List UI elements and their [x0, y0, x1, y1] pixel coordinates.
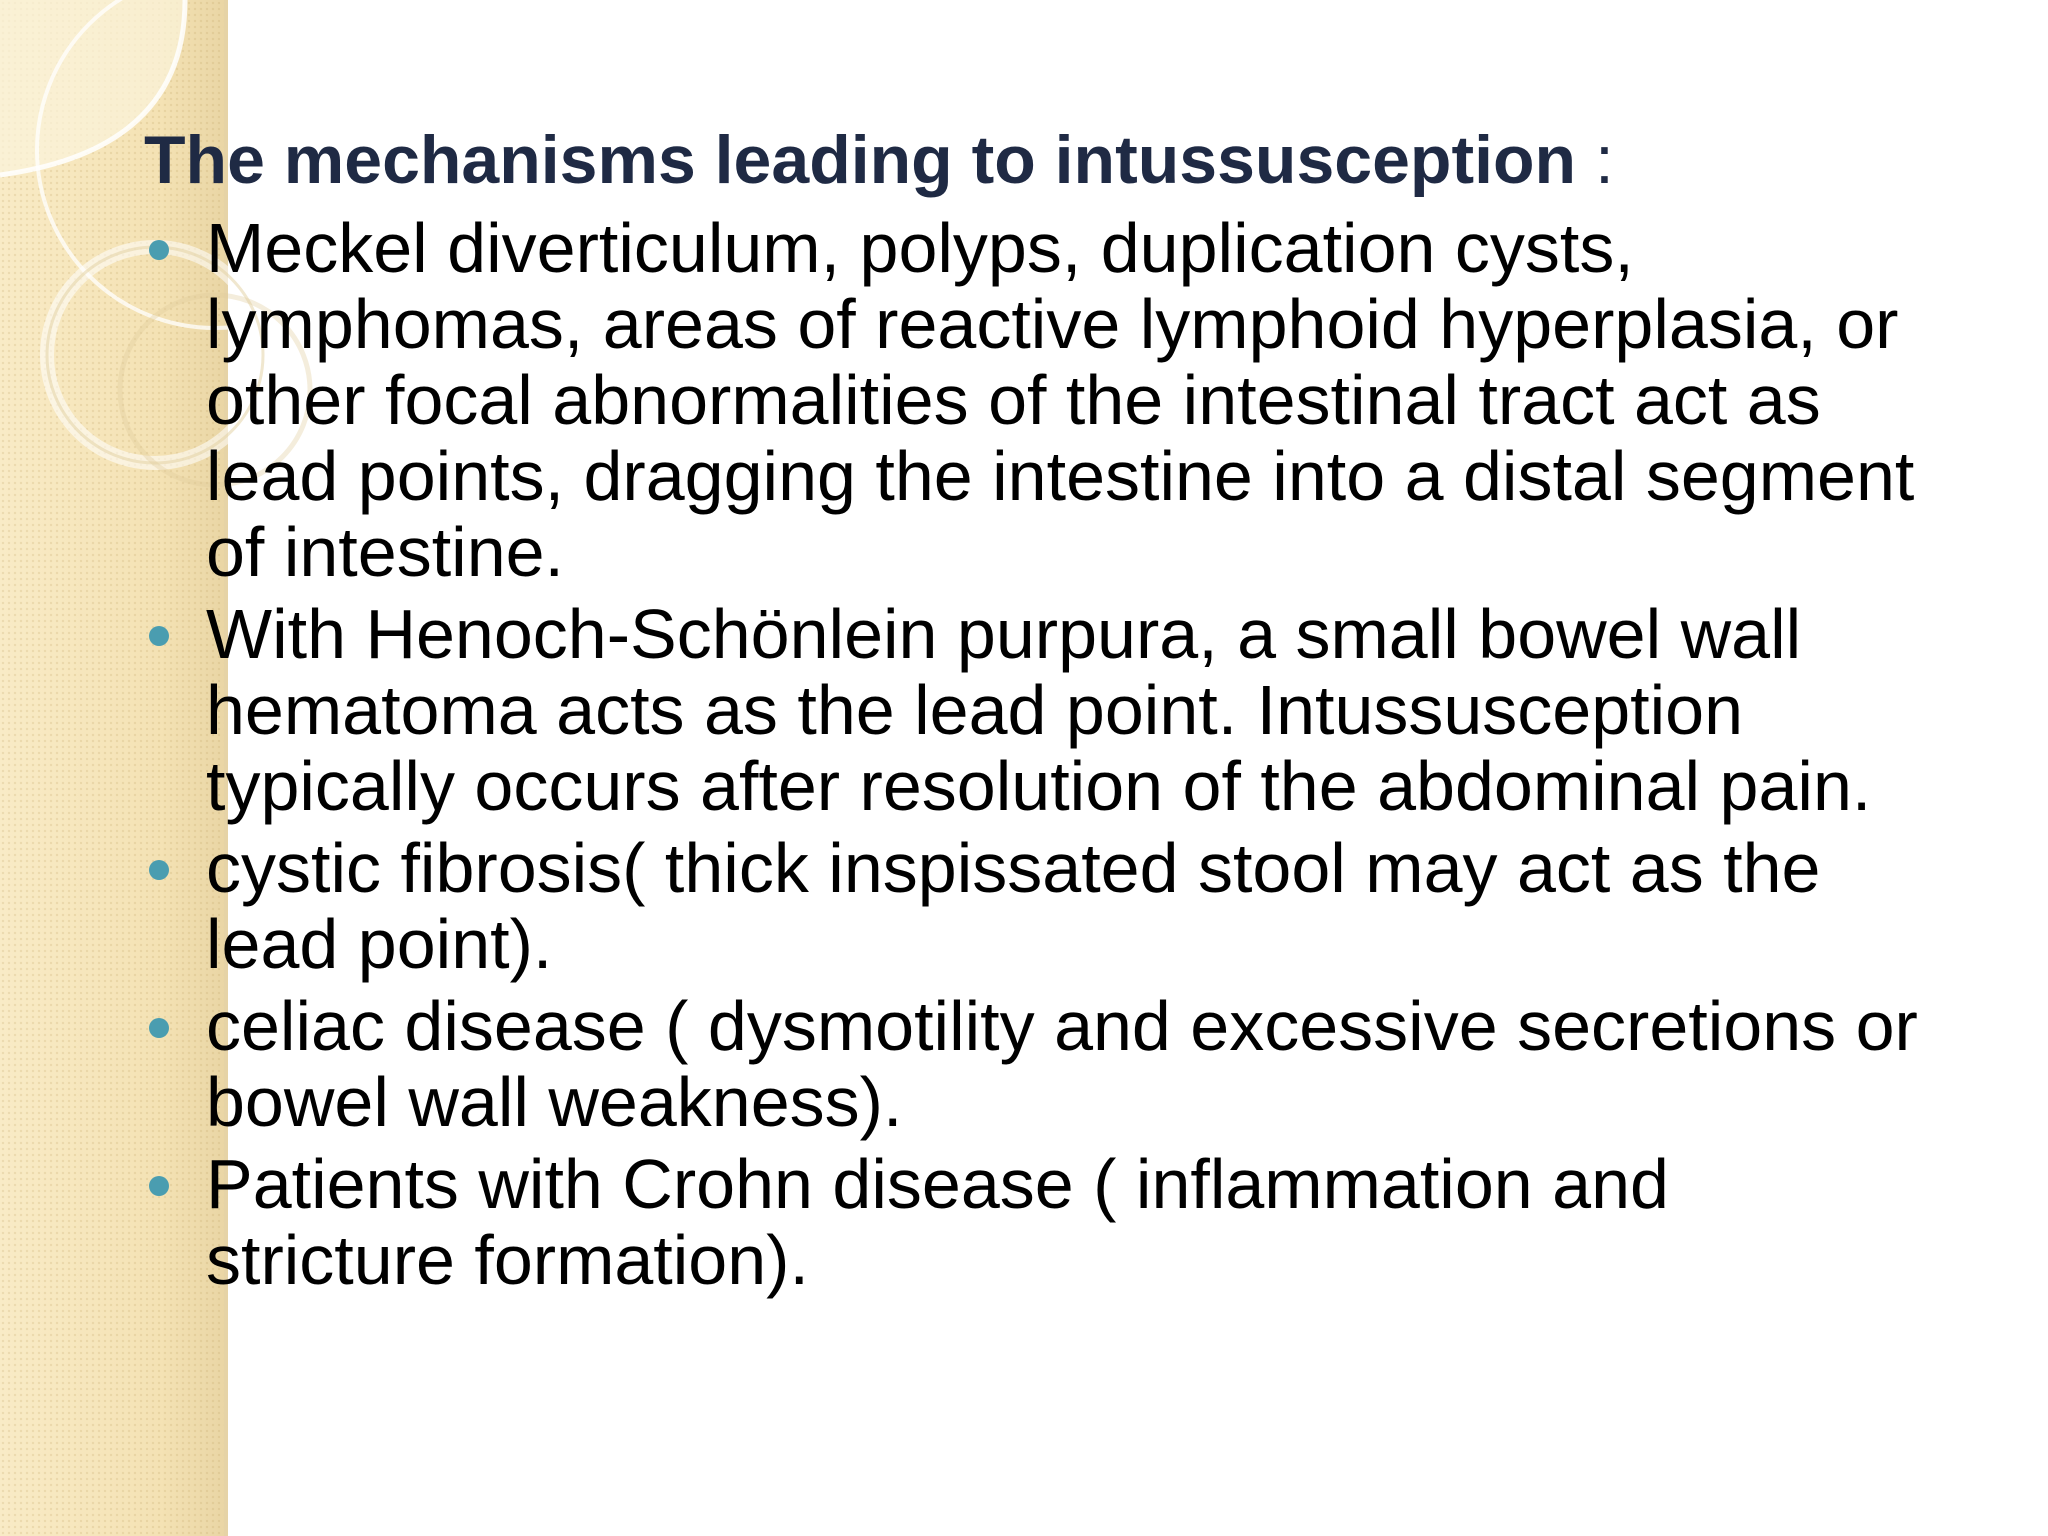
bullet-item: [144, 830, 1924, 982]
bullet-item: [144, 988, 1924, 1140]
bullet-dot-icon: [149, 240, 169, 260]
bullet-item: [144, 1146, 1924, 1298]
bullet-text: celiac disease ( dysmotility and excessive secretions or bowel wall weakness).: [206, 987, 1918, 1141]
title-text: The mechanisms leading to intussusception: [144, 122, 1577, 198]
bullet-dot-icon: [149, 626, 169, 646]
slide-title: [144, 118, 2004, 202]
bullet-dot-icon: [149, 860, 169, 880]
bullet-dot-icon: [149, 1176, 169, 1196]
bullet-text: Patients with Crohn disease ( inflammation and stricture formation).: [206, 1145, 1669, 1299]
bullet-text: cystic fibrosis( thick inspissated stool may act as the lead point).: [206, 829, 1821, 983]
bullet-item: [144, 210, 1924, 590]
bullet-list: [144, 210, 1924, 1304]
title-colon: :: [1594, 122, 1614, 198]
bullet-text: With Henoch-Schönlein purpura, a small bowel wall hematoma acts as the lead point. Intussusception typically occurs after resolution of the abdominal pain.: [206, 595, 1872, 825]
bullet-text: Meckel diverticulum, polyps, duplication cysts, lymphomas, areas of reactive lymphoid hyperplasia, or other focal abnormalities of the intestinal tract act as lead points, dragging the intestine into a distal segment of intestine.: [206, 209, 1915, 591]
bullet-item: [144, 596, 1924, 824]
bullet-dot-icon: [149, 1018, 169, 1038]
